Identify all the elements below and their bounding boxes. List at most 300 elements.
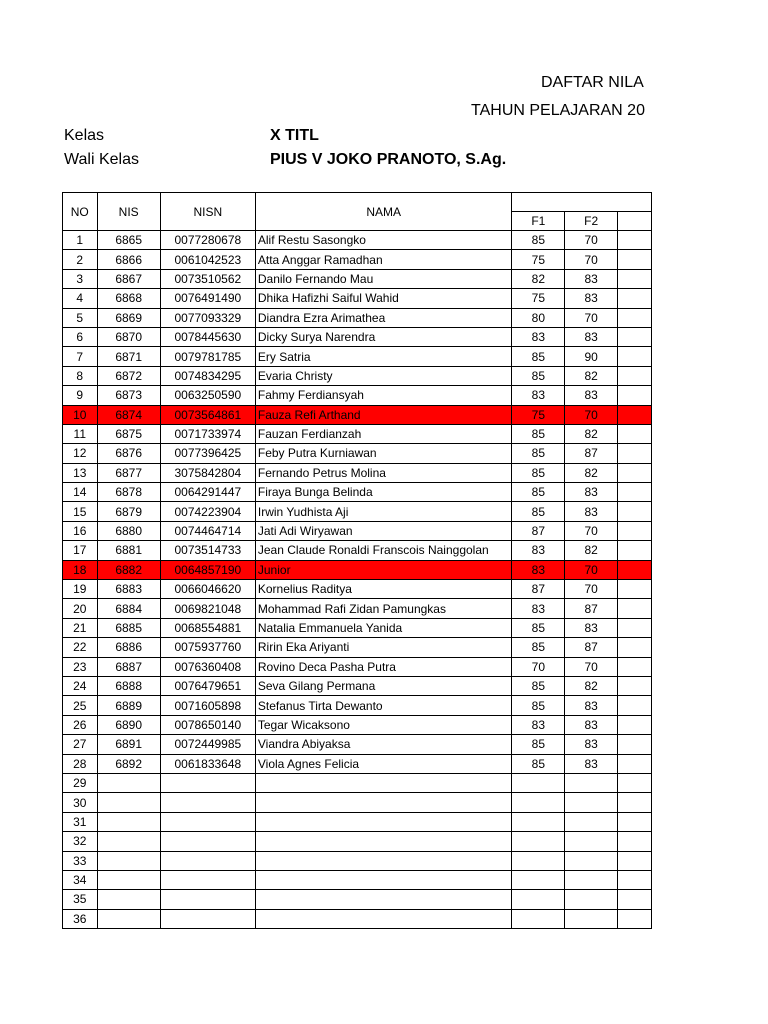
cell-nis [97, 832, 160, 851]
cell-f1: 85 [512, 618, 565, 637]
cell-f1: 85 [512, 754, 565, 773]
table-row [63, 424, 652, 443]
table-row [63, 870, 652, 889]
cell-f2: 70 [565, 308, 618, 327]
cell-no: 15 [63, 502, 98, 521]
cell-f2: 82 [565, 541, 618, 560]
cell-no: 26 [63, 715, 98, 734]
cell-no: 19 [63, 580, 98, 599]
table-row [63, 250, 652, 269]
cell-next [618, 269, 652, 288]
cell-nis: 6884 [97, 599, 160, 618]
cell-nisn: 0075937760 [160, 638, 255, 657]
cell-f1 [512, 870, 565, 889]
cell-no: 8 [63, 366, 98, 385]
table-row [63, 580, 652, 599]
cell-f2 [565, 812, 618, 831]
cell-next [618, 735, 652, 754]
cell-next [618, 327, 652, 346]
cell-f2: 83 [565, 289, 618, 308]
cell-f1: 83 [512, 541, 565, 560]
table-row [63, 327, 652, 346]
table-row [63, 909, 652, 928]
cell-next [618, 754, 652, 773]
cell-next [618, 250, 652, 269]
cell-nama: Atta Anggar Ramadhan [255, 250, 512, 269]
cell-nis: 6872 [97, 366, 160, 385]
cell-nama: Fauza Refi Arthand [255, 405, 512, 424]
cell-nama [255, 890, 512, 909]
cell-f2: 83 [565, 735, 618, 754]
cell-nisn [160, 812, 255, 831]
cell-f2: 82 [565, 676, 618, 695]
cell-next [618, 812, 652, 831]
table-row [63, 735, 652, 754]
cell-no: 27 [63, 735, 98, 754]
cell-f1: 83 [512, 327, 565, 346]
cell-f2 [565, 793, 618, 812]
table-row [63, 483, 652, 502]
cell-nama: Danilo Fernando Mau [255, 269, 512, 288]
cell-nisn: 0063250590 [160, 386, 255, 405]
table-row [63, 289, 652, 308]
cell-f2: 87 [565, 599, 618, 618]
cell-no: 13 [63, 463, 98, 482]
cell-no: 23 [63, 657, 98, 676]
table-row [63, 308, 652, 327]
cell-nis: 6875 [97, 424, 160, 443]
cell-nisn: 0074834295 [160, 366, 255, 385]
cell-next [618, 366, 652, 385]
cell-next [618, 521, 652, 540]
cell-f1: 85 [512, 676, 565, 695]
cell-f1: 87 [512, 521, 565, 540]
cell-nama: Natalia Emmanuela Yanida [255, 618, 512, 637]
cell-nama: Rovino Deca Pasha Putra [255, 657, 512, 676]
table-row [63, 715, 652, 734]
cell-nis: 6883 [97, 580, 160, 599]
cell-nis: 6870 [97, 327, 160, 346]
cell-nama: Ery Satria [255, 347, 512, 366]
cell-nama: Mohammad Rafi Zidan Pamungkas [255, 599, 512, 618]
cell-f2: 70 [565, 521, 618, 540]
cell-f1: 82 [512, 269, 565, 288]
table-row [63, 347, 652, 366]
grade-table-container [62, 192, 652, 932]
cell-next [618, 657, 652, 676]
cell-f2: 83 [565, 386, 618, 405]
cell-f1: 83 [512, 715, 565, 734]
cell-f2 [565, 909, 618, 928]
cell-f1: 80 [512, 308, 565, 327]
cell-f2: 70 [565, 250, 618, 269]
cell-next [618, 483, 652, 502]
cell-next [618, 773, 652, 792]
cell-f1: 75 [512, 405, 565, 424]
cell-nis [97, 909, 160, 928]
cell-f1: 85 [512, 735, 565, 754]
cell-nis [97, 793, 160, 812]
cell-nis: 6892 [97, 754, 160, 773]
cell-f1: 85 [512, 424, 565, 443]
cell-f2: 83 [565, 715, 618, 734]
wali-kelas-label: Wali Kelas [64, 151, 139, 168]
table-row [63, 444, 652, 463]
col-header-nisn: NISN [160, 193, 255, 231]
cell-f1 [512, 851, 565, 870]
table-row [63, 793, 652, 812]
cell-nis: 6867 [97, 269, 160, 288]
grade-table [62, 192, 652, 929]
cell-f1: 83 [512, 560, 565, 579]
cell-f1 [512, 793, 565, 812]
cell-f2: 82 [565, 463, 618, 482]
cell-no: 6 [63, 327, 98, 346]
cell-f2 [565, 851, 618, 870]
table-row [63, 405, 652, 424]
table-row [63, 773, 652, 792]
cell-f1: 83 [512, 599, 565, 618]
cell-nis: 6885 [97, 618, 160, 637]
cell-nama: Stefanus Tirta Dewanto [255, 696, 512, 715]
cell-nisn: 0073564861 [160, 405, 255, 424]
cell-no: 18 [63, 560, 98, 579]
cell-next [618, 715, 652, 734]
cell-nis [97, 870, 160, 889]
cell-no: 31 [63, 812, 98, 831]
cell-f2: 87 [565, 638, 618, 657]
cell-no: 32 [63, 832, 98, 851]
cell-nisn [160, 793, 255, 812]
cell-f2 [565, 890, 618, 909]
cell-nis: 6880 [97, 521, 160, 540]
col-header-f1: F1 [512, 212, 565, 231]
cell-no: 24 [63, 676, 98, 695]
table-row [63, 560, 652, 579]
cell-nis: 6877 [97, 463, 160, 482]
cell-no: 12 [63, 444, 98, 463]
cell-f2 [565, 832, 618, 851]
table-row [63, 851, 652, 870]
cell-nama: Feby Putra Kurniawan [255, 444, 512, 463]
cell-nisn [160, 851, 255, 870]
cell-nis: 6890 [97, 715, 160, 734]
cell-nis: 6886 [97, 638, 160, 657]
cell-nama: Fauzan Ferdianzah [255, 424, 512, 443]
cell-nis: 6878 [97, 483, 160, 502]
cell-nisn: 0076479651 [160, 676, 255, 695]
cell-no: 10 [63, 405, 98, 424]
table-row [63, 541, 652, 560]
cell-nisn: 0071605898 [160, 696, 255, 715]
table-row [63, 618, 652, 637]
cell-nama [255, 793, 512, 812]
cell-f1: 83 [512, 386, 565, 405]
table-row [63, 696, 652, 715]
cell-nisn: 0076491490 [160, 289, 255, 308]
cell-nama: Dhika Hafizhi Saiful Wahid [255, 289, 512, 308]
cell-nis: 6881 [97, 541, 160, 560]
cell-nis: 6869 [97, 308, 160, 327]
cell-f1: 85 [512, 638, 565, 657]
cell-no: 28 [63, 754, 98, 773]
cell-nama: Junior [255, 560, 512, 579]
cell-nis: 6865 [97, 231, 160, 250]
col-header-nis: NIS [97, 193, 160, 231]
cell-nama: Seva Gilang Permana [255, 676, 512, 695]
table-row [63, 386, 652, 405]
cell-nis: 6887 [97, 657, 160, 676]
cell-next [618, 444, 652, 463]
cell-nama: Diandra Ezra Arimathea [255, 308, 512, 327]
cell-f1: 85 [512, 696, 565, 715]
col-header-f2: F2 [565, 212, 618, 231]
cell-no: 29 [63, 773, 98, 792]
cell-f2 [565, 773, 618, 792]
cell-f1 [512, 812, 565, 831]
cell-next [618, 560, 652, 579]
cell-f2: 83 [565, 269, 618, 288]
cell-no: 16 [63, 521, 98, 540]
cell-next [618, 405, 652, 424]
cell-nama: Irwin Yudhista Aji [255, 502, 512, 521]
table-row [63, 502, 652, 521]
cell-next [618, 832, 652, 851]
cell-nis [97, 773, 160, 792]
cell-f1: 70 [512, 657, 565, 676]
cell-nisn [160, 909, 255, 928]
cell-f1 [512, 832, 565, 851]
cell-next [618, 793, 652, 812]
cell-f1: 87 [512, 580, 565, 599]
cell-nama [255, 909, 512, 928]
table-row [63, 676, 652, 695]
cell-nama: Fernando Petrus Molina [255, 463, 512, 482]
cell-nisn: 0061833648 [160, 754, 255, 773]
cell-f2: 83 [565, 696, 618, 715]
cell-nama: Firaya Bunga Belinda [255, 483, 512, 502]
cell-nis: 6882 [97, 560, 160, 579]
cell-nisn: 0077093329 [160, 308, 255, 327]
cell-nisn [160, 870, 255, 889]
cell-nisn [160, 832, 255, 851]
cell-nisn [160, 890, 255, 909]
cell-no: 30 [63, 793, 98, 812]
cell-no: 33 [63, 851, 98, 870]
cell-next [618, 638, 652, 657]
cell-nisn: 0076360408 [160, 657, 255, 676]
cell-nama: Kornelius Raditya [255, 580, 512, 599]
cell-nama: Dicky Surya Narendra [255, 327, 512, 346]
cell-no: 17 [63, 541, 98, 560]
cell-f2 [565, 870, 618, 889]
cell-next [618, 599, 652, 618]
cell-nis [97, 890, 160, 909]
cell-no: 11 [63, 424, 98, 443]
table-row [63, 812, 652, 831]
cell-no: 4 [63, 289, 98, 308]
cell-nisn: 0064857190 [160, 560, 255, 579]
col-header-group [512, 193, 652, 212]
cell-nama: Viandra Abiyaksa [255, 735, 512, 754]
kelas-label: Kelas [64, 127, 105, 144]
cell-nisn: 0077396425 [160, 444, 255, 463]
cell-nisn: 0078650140 [160, 715, 255, 734]
cell-nama: Viola Agnes Felicia [255, 754, 512, 773]
cell-f2: 83 [565, 327, 618, 346]
cell-f2: 70 [565, 657, 618, 676]
col-header-no: NO [63, 193, 98, 231]
cell-nisn: 0069821048 [160, 599, 255, 618]
table-row [63, 890, 652, 909]
cell-nis [97, 851, 160, 870]
cell-f1 [512, 773, 565, 792]
cell-nama [255, 870, 512, 889]
cell-f1: 85 [512, 366, 565, 385]
cell-f2: 83 [565, 502, 618, 521]
cell-nisn: 0074464714 [160, 521, 255, 540]
cell-nis: 6871 [97, 347, 160, 366]
wali-kelas-value: PIUS V JOKO PRANOTO, S.Ag. [270, 151, 507, 168]
cell-nisn: 0077280678 [160, 231, 255, 250]
cell-nis: 6868 [97, 289, 160, 308]
table-row [63, 599, 652, 618]
cell-f1: 85 [512, 502, 565, 521]
cell-nisn: 3075842804 [160, 463, 255, 482]
table-row [63, 366, 652, 385]
cell-no: 5 [63, 308, 98, 327]
cell-nisn: 0064291447 [160, 483, 255, 502]
cell-nisn: 0066046620 [160, 580, 255, 599]
cell-nis: 6891 [97, 735, 160, 754]
cell-f1: 85 [512, 231, 565, 250]
cell-no: 9 [63, 386, 98, 405]
cell-nama: Alif Restu Sasongko [255, 231, 512, 250]
cell-f1: 75 [512, 250, 565, 269]
col-header-nama: NAMA [255, 193, 512, 231]
header-row [63, 193, 652, 212]
cell-f2: 82 [565, 366, 618, 385]
cell-next [618, 386, 652, 405]
cell-f2: 82 [565, 424, 618, 443]
cell-f1: 85 [512, 483, 565, 502]
cell-no: 14 [63, 483, 98, 502]
cell-next [618, 909, 652, 928]
cell-no: 2 [63, 250, 98, 269]
cell-f1: 75 [512, 289, 565, 308]
cell-nama: Ririn Eka Ariyanti [255, 638, 512, 657]
table-row [63, 754, 652, 773]
cell-next [618, 424, 652, 443]
cell-f1: 85 [512, 463, 565, 482]
kelas-value: X TITL [270, 127, 319, 144]
title-line-2: TAHUN PELAJARAN 20 [471, 102, 645, 119]
cell-nama: Jean Claude Ronaldi Franscois Nainggolan [255, 541, 512, 560]
cell-nama: Jati Adi Wiryawan [255, 521, 512, 540]
table-row [63, 521, 652, 540]
cell-no: 1 [63, 231, 98, 250]
cell-next [618, 676, 652, 695]
cell-next [618, 696, 652, 715]
cell-next [618, 289, 652, 308]
cell-nisn: 0078445630 [160, 327, 255, 346]
cell-nisn: 0073514733 [160, 541, 255, 560]
cell-next [618, 463, 652, 482]
cell-nisn: 0073510562 [160, 269, 255, 288]
cell-next [618, 347, 652, 366]
cell-next [618, 580, 652, 599]
cell-f2: 83 [565, 483, 618, 502]
cell-next [618, 502, 652, 521]
cell-f2: 70 [565, 580, 618, 599]
cell-f2: 83 [565, 618, 618, 637]
cell-nisn: 0074223904 [160, 502, 255, 521]
cell-nis: 6873 [97, 386, 160, 405]
cell-f2: 90 [565, 347, 618, 366]
cell-no: 3 [63, 269, 98, 288]
cell-nama [255, 773, 512, 792]
cell-nisn [160, 773, 255, 792]
cell-nama [255, 851, 512, 870]
table-row [63, 832, 652, 851]
cell-nama: Fahmy Ferdiansyah [255, 386, 512, 405]
cell-no: 7 [63, 347, 98, 366]
cell-next [618, 851, 652, 870]
cell-no: 35 [63, 890, 98, 909]
cell-f2: 83 [565, 754, 618, 773]
cell-nama [255, 812, 512, 831]
cell-nisn: 0079781785 [160, 347, 255, 366]
cell-f2: 70 [565, 560, 618, 579]
table-row [63, 231, 652, 250]
col-header-next [618, 212, 652, 231]
cell-nis: 6879 [97, 502, 160, 521]
cell-no: 34 [63, 870, 98, 889]
cell-f2: 70 [565, 405, 618, 424]
table-row [63, 463, 652, 482]
cell-next [618, 541, 652, 560]
cell-f1 [512, 909, 565, 928]
cell-nisn: 0071733974 [160, 424, 255, 443]
cell-nama: Tegar Wicaksono [255, 715, 512, 734]
cell-next [618, 308, 652, 327]
table-row [63, 657, 652, 676]
cell-nama [255, 832, 512, 851]
cell-no: 36 [63, 909, 98, 928]
cell-nisn: 0072449985 [160, 735, 255, 754]
cell-next [618, 890, 652, 909]
cell-f2: 87 [565, 444, 618, 463]
cell-nis [97, 812, 160, 831]
cell-no: 25 [63, 696, 98, 715]
cell-nis: 6889 [97, 696, 160, 715]
cell-next [618, 870, 652, 889]
title-line-1: DAFTAR NILA [541, 74, 644, 91]
cell-nis: 6876 [97, 444, 160, 463]
cell-next [618, 231, 652, 250]
cell-no: 22 [63, 638, 98, 657]
cell-next [618, 618, 652, 637]
cell-f1: 85 [512, 444, 565, 463]
cell-nis: 6888 [97, 676, 160, 695]
table-row [63, 269, 652, 288]
cell-f1: 85 [512, 347, 565, 366]
table-row [63, 638, 652, 657]
cell-nis: 6866 [97, 250, 160, 269]
cell-nisn: 0068554881 [160, 618, 255, 637]
cell-f1 [512, 890, 565, 909]
cell-nis: 6874 [97, 405, 160, 424]
